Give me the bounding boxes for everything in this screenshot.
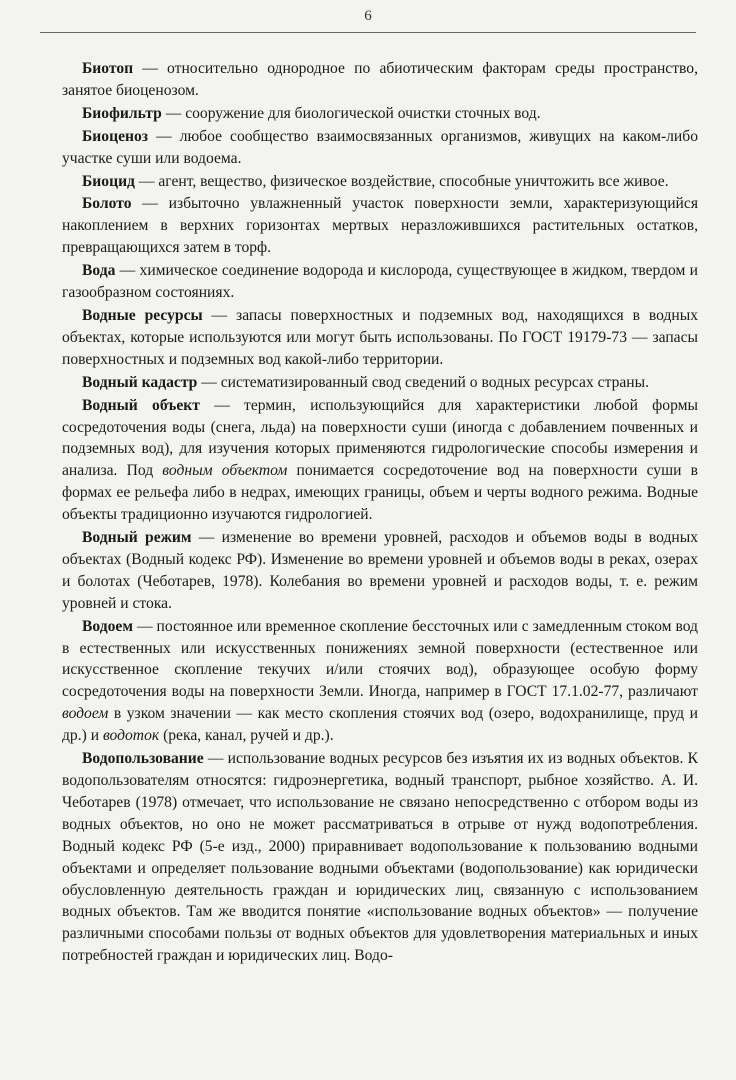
entry-italic-term: водоток <box>102 727 160 745</box>
glossary-entry-vodoem <box>62 616 698 747</box>
entry-definition: — систематизированный свод сведений о водных ресурсах страны. <box>197 373 650 391</box>
entry-definition: — избыточно увлажненный участок поверхности земли, характеризующийся накоплением в верхних горизонтах мертвых неразложившихся растительных остатков, превращающихся затем в торф. <box>62 195 698 257</box>
glossary-content <box>62 58 698 968</box>
entry-definition-cont: понимается сосредоточение вод на поверхности суши в формах ее рельефа либо в недрах, имеющих границы, объем и черты водного режима. Водные объекты традиционно изучаются гидрологией. <box>62 462 698 524</box>
entry-term: Водный режим <box>82 529 192 547</box>
glossary-entry-boloto <box>62 193 698 259</box>
glossary-entry-biocid <box>62 171 698 193</box>
glossary-entry-vodnyi-kadastr <box>62 372 698 394</box>
header-rule <box>40 32 696 33</box>
glossary-entry-biocenoz <box>62 126 698 170</box>
glossary-entry-vodnyi-rezhim <box>62 527 698 615</box>
entry-definition-cont: в узком значении — как место скопления стоячих вод (озеро, водохранилище, пруд и др.) и <box>62 705 698 745</box>
entry-definition: — изменение во времени уровней, расходов и объемов воды в водных объектах (Водный кодекс РФ). Изменение во времени уровней и объемов воды в реках, озерах и болотах (Чеботарев, 1978). Колебания во времени уровней и расходов воды, т. е. режим уровней и стока. <box>62 529 699 612</box>
entry-term: Вода <box>82 262 116 280</box>
entry-definition: — использование водных ресурсов без изъятия их из водных объектов. К водопользователям относятся: гидроэнергетика, водный транспорт, рыбное хозяйство. А. И. Чеботарев (1978) отмечает, что использование не связано непосредственно с отбором воды из водных объектов, но оно не может рассматриваться в отрыве от нужд водопотребления. Водный кодекс РФ (5-е изд., 2000) приравнивает водопользование к пользованию водными объектами и определяет пользование водными объектами (водопользование) как юридически обусловленную деятельность граждан и юридических лиц, связанную с использованием водных объектов. Там же вводится понятие «использование водных объектов» — получение различными способами пользы от водных объектов для удовлетворения материальных и иных потребностей граждан и юридических лиц. Водо- <box>62 750 698 965</box>
entry-term: Водный кадастр <box>82 373 198 391</box>
entry-term: Биоцид <box>82 172 135 190</box>
glossary-entry-voda <box>62 260 698 304</box>
entry-definition: — химическое соединение водорода и кислорода, существующее в жидком, твердом и газообразном состояниях. <box>62 262 698 302</box>
entry-definition: — термин, использующийся для характеристики любой формы сосредоточения воды (снега, льда) на поверхности суши (иногда с добавлением почвенных и подземных вод), для изучения которых применяются гидрологические способы измерения и анализа. Под <box>62 396 698 480</box>
entry-term: Водоем <box>82 617 133 635</box>
glossary-entry-vodnye-resursy <box>62 305 698 371</box>
glossary-entry-biofiltr <box>62 103 698 125</box>
entry-term: Болото <box>82 195 132 213</box>
entry-definition: — любое сообщество взаимосвязанных организмов, живущих на каком-либо участке суши или водоема. <box>62 127 698 167</box>
entry-italic-term: водоем <box>62 705 109 723</box>
entry-term: Водные ресурсы <box>82 306 203 324</box>
entry-italic-term: водным объектом <box>162 462 288 480</box>
entry-definition: — сооружение для биологической очистки сточных вод. <box>161 104 541 122</box>
glossary-entry-vodnyi-obekt <box>62 395 698 526</box>
entry-term: Водопользование <box>82 750 204 768</box>
entry-definition: — запасы поверхностных и подземных вод, находящихся в водных объектах, которые используются или могут быть использованы. По ГОСТ 19179-73 — запасы поверхностных и подземных вод какой-либо территории. <box>62 306 698 368</box>
glossary-entry-biotop <box>62 58 698 102</box>
entry-definition: — постоянное или временное скопление бессточных или с замедленным стоком вод в естественных или искусственных понижениях земной поверхности (естественное или искусственное скопление текучих и/или стоячих вод), образующее особую форму сосредоточения воды на поверхности Земли. Иногда, например в ГОСТ 17.1.02-77, различают <box>62 617 698 701</box>
entry-definition-cont: (река, канал, ручей и др.). <box>159 727 334 745</box>
entry-definition: — агент, вещество, физическое воздействие, способные уничтожить все живое. <box>134 172 669 190</box>
entry-term: Биофильтр <box>82 104 162 122</box>
entry-term: Биоценоз <box>82 127 149 145</box>
entry-term: Биотоп <box>82 60 134 77</box>
entry-definition: — относительно однородное по абиотическим факторам среды пространство, занятое биоценозом. <box>62 60 698 99</box>
glossary-entry-vodopolzovanie <box>62 748 698 967</box>
entry-term: Водный объект <box>82 396 200 414</box>
page-number: 6 <box>364 8 372 24</box>
